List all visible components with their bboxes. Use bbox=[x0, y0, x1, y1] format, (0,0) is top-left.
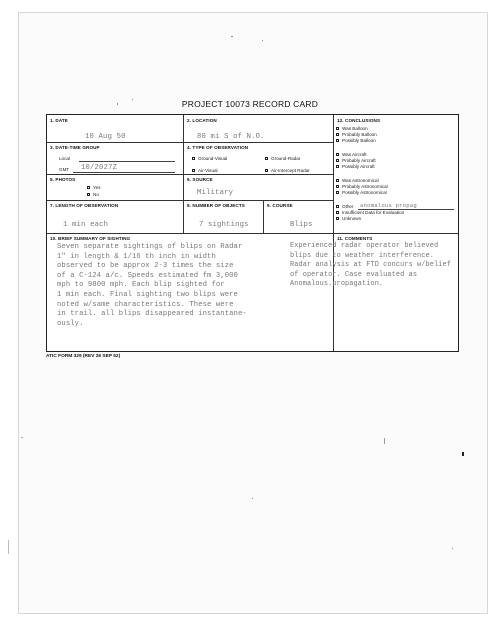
scan-speck bbox=[21, 437, 23, 438]
scan-speck bbox=[8, 540, 9, 554]
summary-line: of a C-124 a/c. Speeds estimated fm 3,000 bbox=[57, 271, 238, 280]
card-title: PROJECT 10073 RECORD CARD bbox=[181, 99, 319, 109]
scan-speck bbox=[231, 36, 233, 37]
possibly-balloon-label: Possibly Balloon bbox=[342, 138, 376, 143]
air-visual-label: Air-Visual bbox=[198, 168, 218, 173]
possibly-aircraft-label: Possibly Aircraft bbox=[342, 164, 375, 169]
insufficient-data-checkbox[interactable] bbox=[336, 211, 339, 214]
other-value: anomalous propag bbox=[360, 202, 417, 209]
photos-no-label: No bbox=[93, 192, 99, 197]
summary-label: 10. BRIEF SUMMARY OF SIGHTING bbox=[50, 236, 131, 241]
photos-label: 5. PHOTOS bbox=[50, 177, 76, 182]
photos-no-checkbox[interactable] bbox=[87, 193, 90, 196]
probably-astronomical-label: Probably Astronomical bbox=[342, 184, 388, 189]
probably-aircraft-label: Probably Aircraft bbox=[342, 158, 376, 163]
ground-radar-label: Ground-Radar bbox=[271, 156, 301, 161]
comments-text bbox=[290, 242, 458, 290]
summary-line: noted w/same characteristics. These were bbox=[57, 300, 234, 309]
dtg-label: 3. DATE-TIME GROUP bbox=[50, 145, 100, 150]
comments-line: Anomalous.propagation. bbox=[290, 280, 384, 289]
was-aircraft-checkbox[interactable] bbox=[336, 153, 339, 156]
summary-line: Seven separate sightings of blips on Radar bbox=[57, 243, 243, 251]
dtg-gmt-value: 10/2027Z bbox=[81, 164, 118, 172]
was-balloon-label: Was Balloon bbox=[342, 126, 368, 131]
form-footer: ATIC FORM 329 (REV 26 SEP 52) bbox=[46, 354, 121, 359]
scan-speck bbox=[384, 438, 385, 444]
date-label: 1. DATE bbox=[50, 118, 68, 123]
was-balloon-checkbox[interactable] bbox=[336, 127, 339, 130]
length-label: 7. LENGTH OF OBSERVATION bbox=[50, 203, 119, 208]
course-label: 9. COURSE bbox=[267, 203, 293, 208]
comments-line: Radar analysis at FTD concurs w/belief bbox=[290, 261, 451, 270]
scan-speck bbox=[462, 452, 464, 456]
comments-label: 11. COMMENTS bbox=[337, 236, 373, 241]
other-checkbox[interactable] bbox=[336, 205, 339, 208]
possibly-astronomical-checkbox[interactable] bbox=[336, 191, 339, 194]
length-value: 1 min each bbox=[63, 221, 109, 229]
summary-line: 1" in length & 1/16 th inch in width bbox=[57, 252, 216, 261]
unknown-label: Unknown bbox=[342, 216, 362, 221]
location-value: 80 mi S of N.O. bbox=[197, 133, 265, 141]
ground-visual-checkbox[interactable] bbox=[192, 157, 195, 160]
possibly-astronomical-label: Possibly Astronomical bbox=[342, 190, 387, 195]
summary-line: mph to 9800 mph. Each blip sighted for bbox=[57, 281, 225, 290]
conclusions-label: 12. CONCLUSIONS bbox=[337, 118, 381, 123]
dtg-gmt-line bbox=[73, 172, 175, 173]
scan-speck bbox=[262, 40, 263, 41]
objects-value: 7 sightings bbox=[199, 221, 249, 229]
air-visual-checkbox[interactable] bbox=[192, 169, 195, 172]
course-value: Blips bbox=[290, 221, 313, 229]
record-card bbox=[46, 114, 459, 352]
dtg-local-label: Local bbox=[59, 156, 70, 161]
summary-line: 1 min each. Final sighting two blips were bbox=[57, 290, 238, 299]
probably-astronomical-checkbox[interactable] bbox=[336, 185, 339, 188]
comments-line: of operator. Case evaluated as bbox=[290, 270, 418, 279]
scan-speck bbox=[132, 99, 133, 100]
summary-line: in trail. all blips disappeared instantane- bbox=[57, 310, 247, 319]
possibly-balloon-checkbox[interactable] bbox=[336, 139, 339, 142]
type-obs-label: 4. TYPE OF OBSERVATION bbox=[187, 145, 249, 150]
summary-text bbox=[57, 243, 329, 329]
source-value: Military bbox=[197, 189, 234, 197]
possibly-aircraft-checkbox[interactable] bbox=[336, 165, 339, 168]
photos-yes-label: Yes bbox=[93, 185, 101, 190]
ground-visual-label: Ground-Visual bbox=[198, 156, 228, 161]
probably-balloon-checkbox[interactable] bbox=[336, 133, 339, 136]
photos-yes-checkbox[interactable] bbox=[87, 186, 90, 189]
source-label: 6. SOURCE bbox=[187, 177, 213, 182]
scan-speck bbox=[117, 103, 118, 105]
comments-line: Experienced radar operator believed bbox=[290, 242, 439, 250]
summary-line: observed to be approx 2-3 times the size bbox=[57, 262, 234, 271]
date-value: 10 Aug 50 bbox=[85, 133, 126, 141]
air-intercept-radar-label: Air-Intercept Radar bbox=[271, 168, 310, 173]
insufficient-data-label: Insufficient Data for Evaluation bbox=[342, 210, 405, 215]
comments-line: blips due to weather interference. bbox=[290, 251, 434, 260]
probably-aircraft-checkbox[interactable] bbox=[336, 159, 339, 162]
probably-balloon-label: Probably Balloon bbox=[342, 132, 377, 137]
summary-line: ously. bbox=[57, 319, 84, 328]
was-aircraft-label: Was Aircraft bbox=[342, 152, 367, 157]
dtg-local-line bbox=[79, 161, 175, 162]
ground-radar-checkbox[interactable] bbox=[265, 157, 268, 160]
unknown-checkbox[interactable] bbox=[336, 217, 339, 220]
dtg-gmt-label: GMT bbox=[59, 167, 70, 172]
scan-speck bbox=[452, 548, 453, 549]
air-intercept-radar-checkbox[interactable] bbox=[265, 169, 268, 172]
was-astronomical-checkbox[interactable] bbox=[336, 179, 339, 182]
other-label: Other bbox=[342, 204, 354, 209]
objects-label: 8. NUMBER OF OBJECTS bbox=[187, 203, 245, 208]
was-astronomical-label: Was Astronomical bbox=[342, 178, 379, 183]
scan-speck bbox=[252, 498, 253, 499]
location-label: 2. LOCATION bbox=[187, 118, 217, 123]
